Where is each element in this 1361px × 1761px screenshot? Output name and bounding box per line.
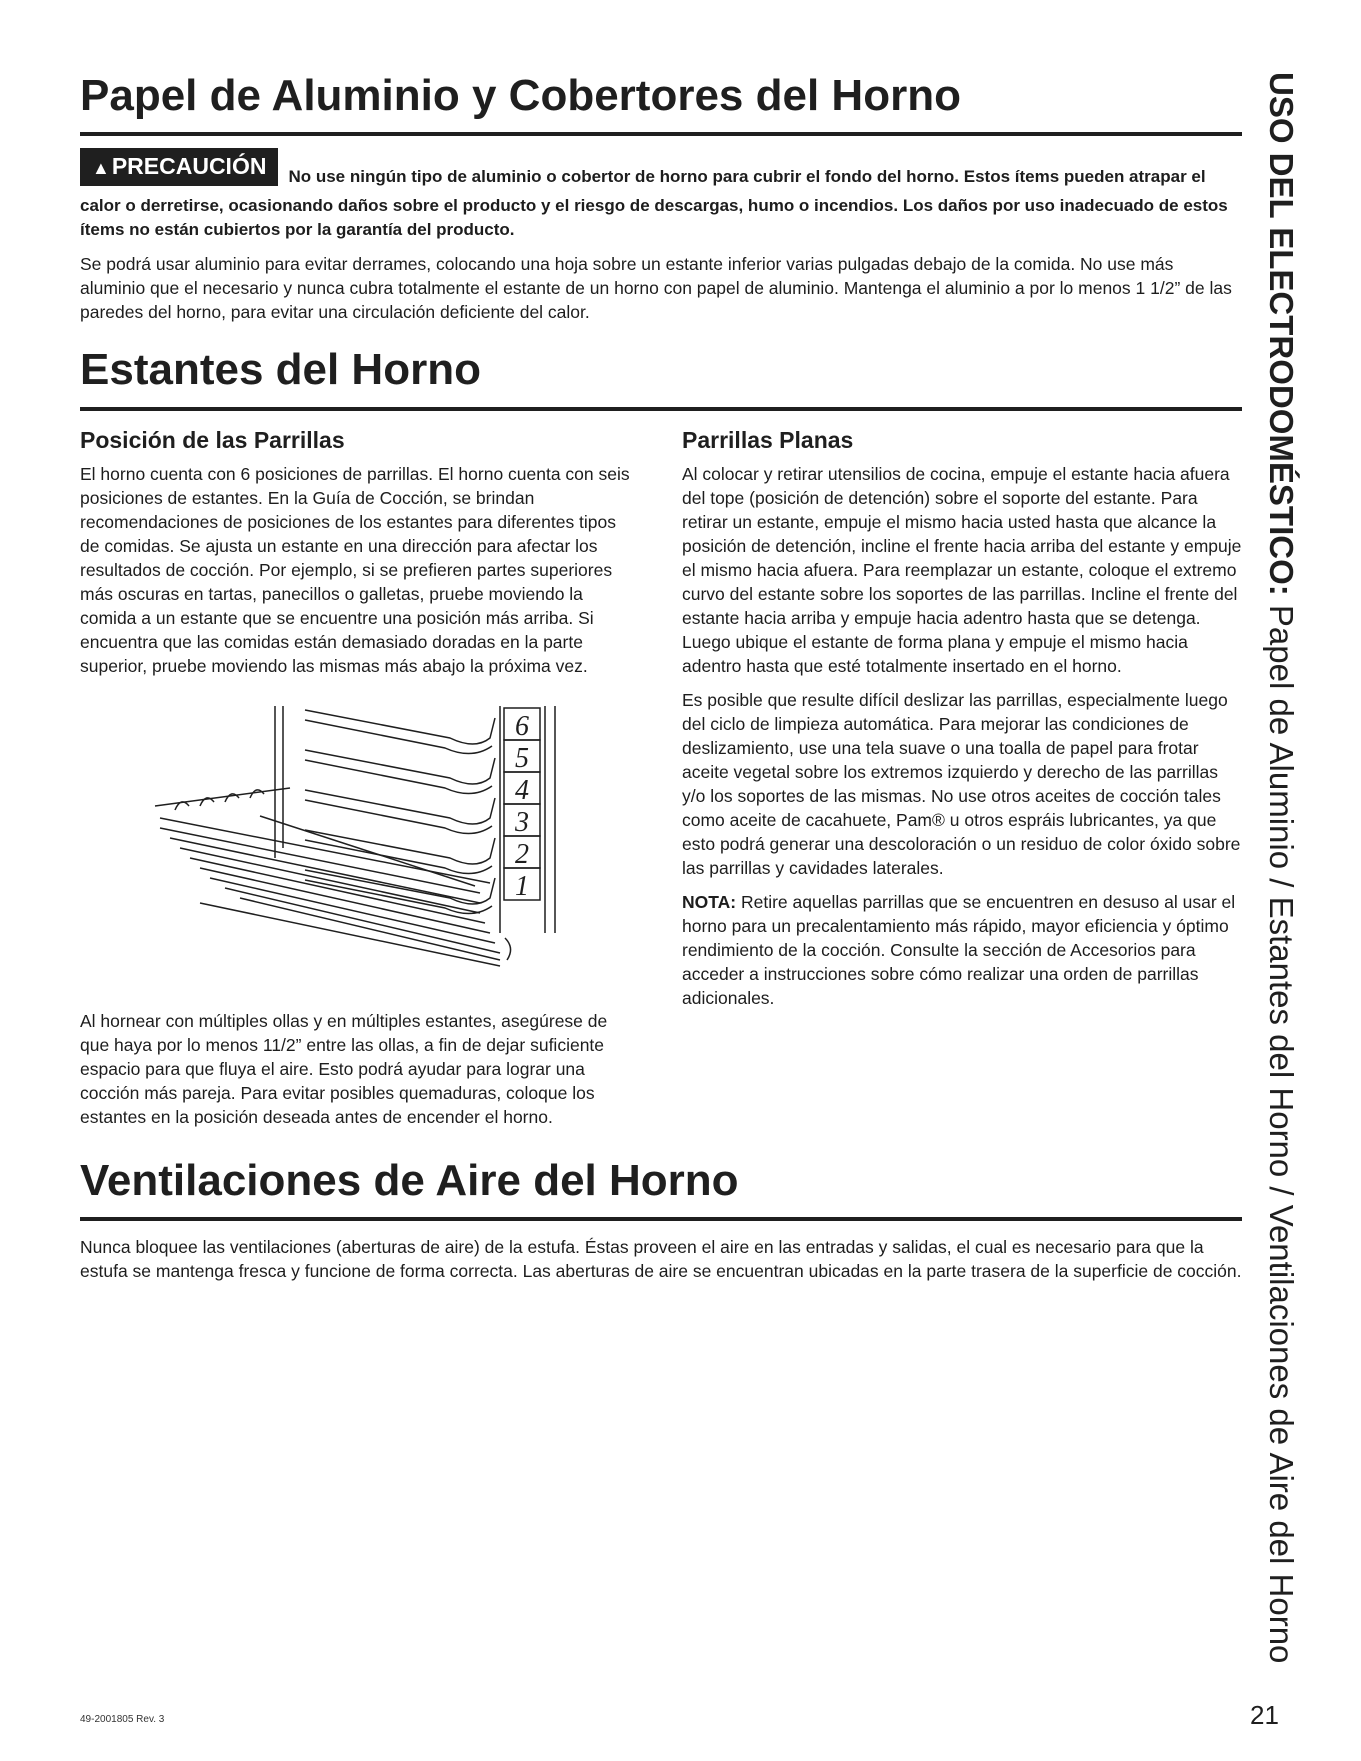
rack-position-label: 4: [515, 774, 529, 806]
note-text: Retire aquellas parrillas que se encuentren en desuso al usar el horno para un precalentamiento más rápido, mayor eficiencia y óptimo rendimiento de la cocción. Consulte la sección de Accesorios para acceder a instrucciones sobre cómo realizar una orden de parrillas adicionales.: [682, 891, 1236, 1008]
aluminum-paragraph: Se podrá usar aluminio para evitar derrames, colocando una hoja sobre un estante inferior varias pulgadas debajo de la comida. No use más aluminio que el necesario y nunca cubra totalmente el estante de un horno con papel de aluminio. Mantenga el aluminio a por lo menos 1 1/2” de las paredes del horno, para evitar una circulación deficiente del calor.: [80, 254, 1232, 323]
section-divider: [80, 407, 1242, 411]
rack-positions-column: [80, 427, 640, 1139]
document-code: 49-2001805 Rev. 3: [80, 1714, 165, 1725]
racks-columns: [80, 427, 1242, 1139]
rack-position-label: 1: [515, 870, 529, 902]
caution-badge-label: PRECAUCIÓN: [111, 153, 267, 180]
side-tab-bold: USO DEL ELECTRODOMÉSTICO:: [1263, 72, 1300, 596]
note-label: NOTA:: [682, 891, 737, 912]
page-number: 21: [1250, 1700, 1279, 1730]
caution-notice: [80, 153, 1242, 242]
vents-paragraph: Nunca bloquee las ventilaciones (aberturas de aire) de la estufa. Éstas proveen el aire en las entradas y salidas, el cual es necesario para que la estufa se mantenga fresca y funcione de forma correcta. Las aberturas de aire se encuentran ubicadas en la parte trasera de la superficie de cocción.: [80, 1237, 1242, 1282]
rack-position-label: 3: [515, 806, 529, 838]
section-title-aluminum: Papel de Aluminio y Cobertores del Horno: [80, 71, 961, 120]
rack-positions-paragraph: El horno cuenta con 6 posiciones de parrillas. El horno cuenta con seis posiciones de estantes. En la Guía de Cocción, se brindan recomendaciones de posiciones de los estantes para diferentes tipos de comidas. Se ajusta un estante en una dirección para afectar los resultados de cocción. Por ejemplo, si se prefieren partes superiores más oscuras en tartas, panecillos o galletas, pruebe moviendo la comida a un estante que se encuentre una posición más arriba. Si encuentra que las comidas están demasiado doradas en la parte superior, pruebe moviendo las mismas más abajo la próxima vez.: [80, 463, 630, 676]
caution-text: No use ningún tipo de aluminio o cobertor de horno para cubrir el fondo del horno. Estos ítems pueden atrapar el calor o derretirse, ocasionando daños sobre el producto y el riesgo de descargas, humo o incendios. Los daños por uso inadecuado de estos ítems no están cubiertos por la garantía del producto.: [80, 167, 1228, 240]
caution-badge: [80, 148, 278, 186]
multiple-pans-paragraph: Al hornear con múltiples ollas y en múltiples estantes, asegúrese de que haya por lo menos 11/2” entre las ollas, a fin de dejar suficiente espacio para que fluya el aire. Esto podrá ayudar para lograr una cocción más pareja. Para evitar posibles quemaduras, coloque los estantes en la posición deseada antes de encender el horno.: [80, 1010, 608, 1127]
rack-glide-paragraph: Es posible que resulte difícil deslizar las parrillas, especialmente luego del ciclo de limpieza automática. Para mejorar las condiciones de deslizamiento, use una tela suave o una toalla de papel para frotar aceite vegetal sobre los extremos izquierdo y derecho de las parrillas y/o los soportes de las mismas. No use otros aceites de cocción tales como aceite de cacahuete, Pam® u otros espráis lubricantes, ya que esto podrá generar una descoloración o un residuo de color óxido sobre las parrillas y cavidades laterales.: [682, 689, 1241, 878]
section-title-vents: Ventilaciones de Aire del Horno: [80, 1155, 739, 1205]
side-tab: [1262, 72, 1322, 1672]
rack-positions-heading: Posición de las Parrillas: [80, 426, 345, 453]
flat-racks-column: [682, 427, 1242, 1139]
section-title-racks: Estantes del Horno: [80, 345, 481, 395]
main-content: [80, 72, 1242, 1283]
side-tab-text: [1262, 72, 1300, 1663]
warning-triangle-icon: ▲: [92, 158, 110, 179]
flat-racks-heading: Parrillas Planas: [682, 426, 854, 453]
section-divider: [80, 132, 1242, 136]
flat-racks-paragraph: Al colocar y retirar utensilios de cocina, empuje el estante hacia afuera del tope (posición de detención) sobre el soporte del estante. Para retirar un estante, empuje el mismo hacia usted hasta que alcance la posición de detención, incline el frente hacia arriba del estante y empuje el mismo hacia afuera. Para reemplazar un estante, coloque el extremo curvo del estante sobre los soportes de las parrillas. Incline el frente del estante hacia arriba y empuje hacia adentro hasta que se detenga. Luego ubique el estante de forma plana y empuje el mismo hacia adentro hasta que esté totalmente insertado en el horno.: [682, 463, 1242, 676]
rack-position-label: 6: [515, 710, 529, 742]
note-paragraph: [682, 890, 1242, 1010]
side-tab-regular: Papel de Aluminio / Estantes del Horno / Ventilaciones de Aire del Horno: [1263, 595, 1300, 1664]
section-divider: [80, 1217, 1242, 1221]
rack-position-label: 5: [515, 742, 529, 774]
rack-position-label: 2: [515, 838, 529, 870]
oven-rack-diagram: [80, 698, 640, 988]
